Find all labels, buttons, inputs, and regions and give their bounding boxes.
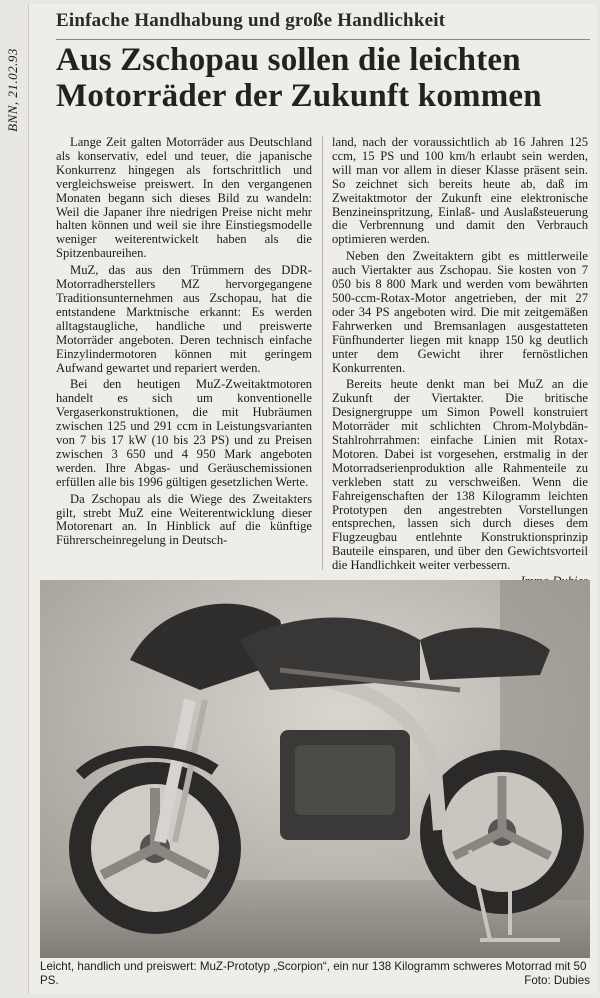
front-wheel: [69, 762, 241, 934]
article-column-right: [332, 136, 588, 589]
rear-wheel: [420, 750, 584, 914]
column-divider: [322, 136, 323, 570]
paragraph: land, nach der voraussichtlich ab 16 Jahren 125 ccm, 15 PS und 100 km/h erlaubt sein werden, will man vor allem in dieser Klasse präsent sein. So zeichnet sich bereits heute ab, daß im Zweitaktmotor der Zukunft eine elektronische Benzineinspritzung, Einlaß- und Auslaßsteuerung die Verbrennung und damit den Verbrauch optimieren werden.: [332, 135, 588, 247]
date-text: BNN, 21.02.93: [5, 48, 20, 132]
paragraph: Da Zschopau als die Wiege des Zweitakters gilt, strebt MuZ eine Weiterentwicklung dieser Motorenart an. In Hinblick auf die künftige Führerscheinregelung in Deutsch-: [56, 491, 312, 548]
publication-date: [2, 20, 24, 160]
paragraph: Bereits heute denkt man bei MuZ an die Zukunft der Viertakter. Die britische Designergruppe um Simon Powell konstruiert Motorräder mit schlichten Chrom-Molybdän-Stahlrohrrahmen: einfache Linien mit Rotax-Motoren. Dabei ist vorgesehen, erstmalig in der Motorradserienproduktion alle Rahmenteile zu verkleben statt zu verschweißen. Wenn die Fahreigenschaften der 138 Kilogramm leichten Prototypen den angestrebten Vorstellungen entsprechen, lassen sich durch dieses dem Flugzeugbau entlehnte Konstruktionsprinzip Bauteile einsparen, und über den Gewichtsvorteil die Handlichkeit weiter verbessern.: [332, 377, 588, 573]
photo-credit: Foto: Dubies: [524, 974, 590, 987]
kicker: Einfache Handhabung und große Handlichkeit: [56, 10, 446, 31]
article-column-left: [56, 136, 312, 551]
headline-line-2: Motorräder der Zukunft kommen: [56, 78, 542, 114]
headline-line-1: Aus Zschopau sollen die leichten: [56, 42, 521, 78]
paragraph: MuZ, das aus den Trümmern des DDR-Motorradherstellers MZ hervorgegangene Traditionsunternehmen aus Zschopau, hat die entstandene Marktnische erkannt: Es werden alltagstaugliche, handliche und preiswerte Motorräder angeboten. Deren technisch einfache Einzylindermotoren können mit geringem Aufwand gewartet und repariert werden.: [56, 263, 312, 375]
headline: [56, 42, 596, 114]
photo-caption: [40, 960, 590, 988]
kicker-divider: [56, 39, 590, 40]
motorcycle-illustration: [40, 580, 590, 958]
paragraph: Lange Zeit galten Motorräder aus Deutschland als konservativ, edel und teuer, die japanische Konkurrenz hingegen als fortschrittlich und vergleichsweise preiswert. In den vergangenen Monaten begann sich dieses Bild zu wandeln: Weil die Japaner ihre niedrigen Preise nicht mehr halten können und weil sie ihre Einstiegsmodelle weniger weiterentwickelt haben als die Spitzenbaureihen.: [56, 135, 312, 261]
paragraph: Neben den Zweitaktern gibt es mittlerweile auch Viertakter aus Zschopau. Sie kosten von 7 050 bis 8 800 Mark und werden vom bewährten 500-ccm-Rotax-Motor angetrieben, der mit 27 oder 34 PS angeboten wird. Die mit zeitgemäßen Fahrwerken und Bremsanlagen ausgestatteten Fünfhunderter liegen mit knapp 150 kg deutlich unter dem Gewicht ihrer fernöstlichen Konkurrenten.: [332, 249, 588, 375]
caption-text: Leicht, handlich und preiswert: MuZ-Prototyp „Scorpion“, ein nur 138 Kilogramm schweres Motorrad mit 50 PS.: [40, 960, 587, 987]
motorcycle-photo: [40, 580, 590, 958]
paragraph: Bei den heutigen MuZ-Zweitaktmotoren handelt es sich um konventionelle Vergaserkonstruktionen, die mit Hubräumen zwischen 125 und 291 ccm in Leistungsvarianten von 7 bis 17 kW (10 bis 23 PS) und zu Preisen zwischen 3 650 und 4 950 Mark angeboten werden. Ihre Abgas- und Geräuschemissionen erfüllen alle bis 1996 gültigen gesetzlichen Werte.: [56, 377, 312, 489]
